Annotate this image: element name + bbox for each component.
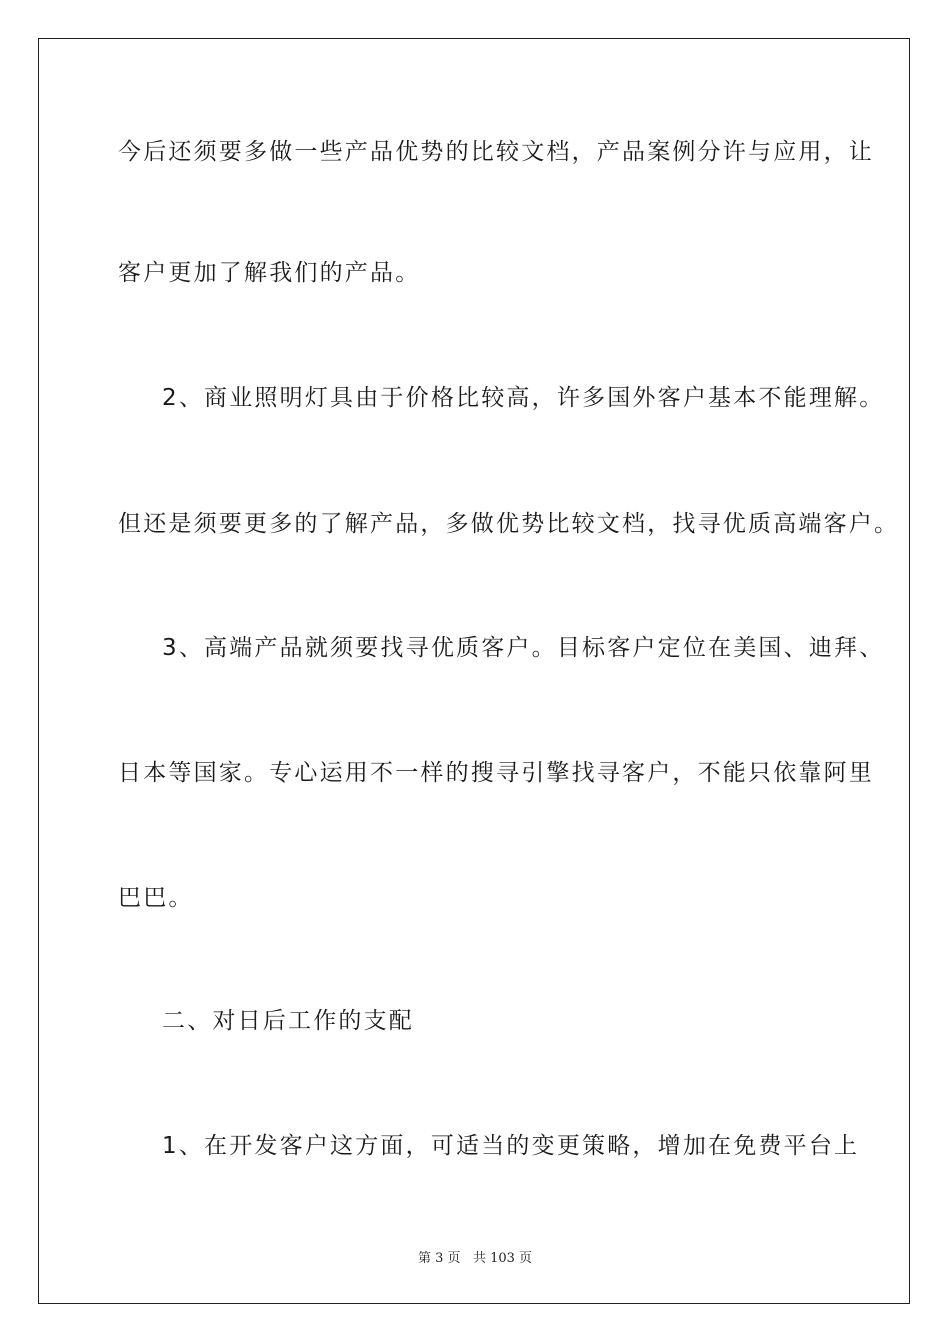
page-border [38, 38, 910, 1304]
paragraph-line: 今后还须要多做一些产品优势的比较文档，产品案例分许与应用，让 [118, 139, 874, 165]
paragraph-line: 日本等国家。专心运用不一样的搜寻引擎找寻客户，不能只依靠阿里 [118, 760, 874, 786]
paragraph-line: 2、商业照明灯具由于价格比较高，许多国外客户基本不能理解。 [162, 385, 885, 411]
paragraph-line: 3、高端产品就须要找寻优质客户。目标客户定位在美国、迪拜、 [162, 635, 885, 661]
page-number: 第 3 页 [417, 1251, 461, 1266]
paragraph-line: 巴巴。 [118, 885, 194, 911]
page-footer [0, 1247, 950, 1266]
paragraph-line: 但还是须要更多的了解产品，多做优势比较文档，找寻优质高端客户。 [118, 511, 900, 537]
paragraph-line: 客户更加了解我们的产品。 [118, 260, 421, 286]
page-total: 共 103 页 [472, 1251, 533, 1266]
paragraph-line: 1、在开发客户这方面，可适当的变更策略，增加在免费平台上 [162, 1133, 860, 1159]
section-heading: 二、对日后工作的支配 [162, 1008, 414, 1034]
